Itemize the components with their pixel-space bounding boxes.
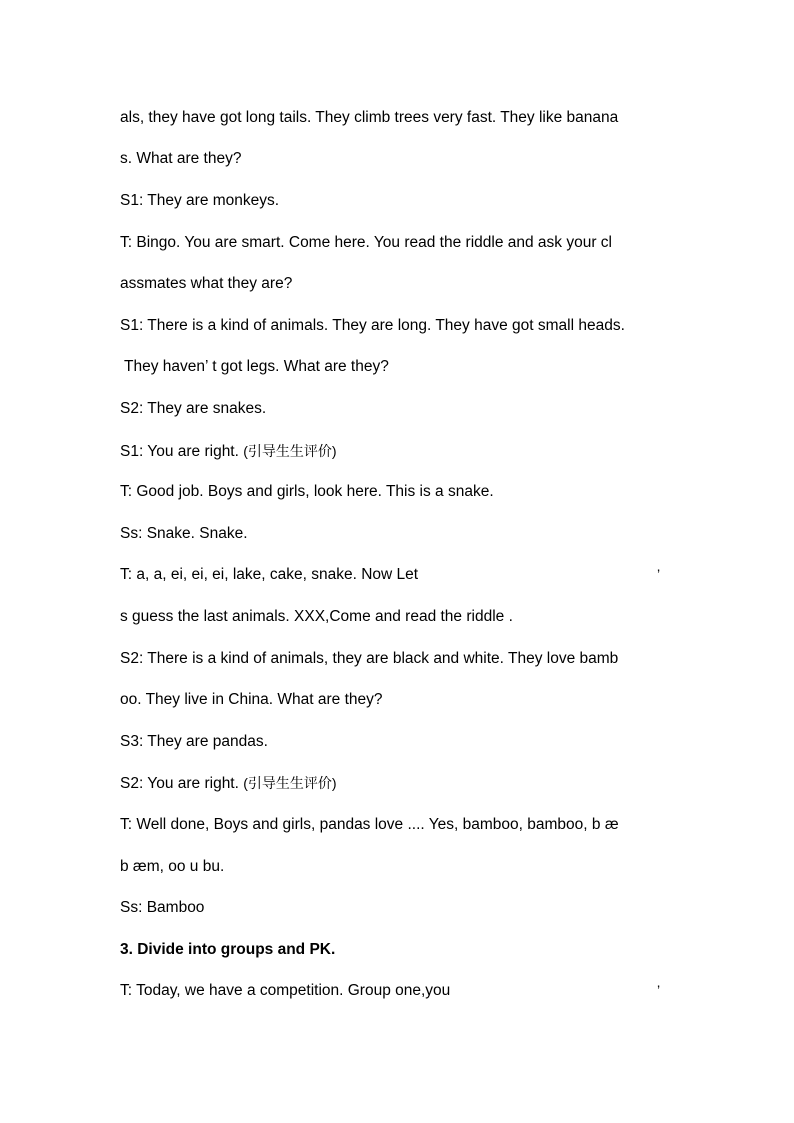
apostrophe-mark: ’	[657, 982, 661, 998]
line-text: S1: You are right.	[120, 443, 244, 460]
text-line: T: Good job. Boys and girls, look here. This is a snake.	[120, 483, 494, 500]
text-line: S2: There is a kind of animals, they are black and white. They love bamb	[120, 650, 619, 667]
text-line: T: a, a, ei, ei, ei, lake, cake, snake. Now Let	[120, 566, 419, 583]
text-line: oo. They live in China. What are they?	[120, 691, 383, 708]
text-line: S1: They are monkeys.	[120, 192, 280, 209]
text-line: b æm, oo u bu.	[120, 858, 225, 875]
text-line: T: Well done, Boys and girls, pandas love .... Yes, bamboo, bamboo, b æ	[120, 816, 619, 833]
text-line: Ss: Bamboo	[120, 899, 205, 916]
text-line: They haven’ t got legs. What are they?	[120, 358, 389, 375]
text-line: assmates what they are?	[120, 275, 293, 292]
chinese-note: (引导生生评价)	[243, 443, 337, 459]
text-line: s. What are they?	[120, 150, 242, 167]
text-line: als, they have got long tails. They climb trees very fast. They like banana	[120, 109, 619, 126]
text-line: S1: There is a kind of animals. They are long. They have got small heads.	[120, 317, 625, 334]
apostrophe-mark: ’	[657, 566, 661, 582]
section-heading: 3. Divide into groups and PK.	[120, 941, 336, 958]
text-line	[120, 771, 672, 795]
line-text: S2: You are right.	[120, 775, 244, 792]
text-line: S3: They are pandas.	[120, 733, 268, 750]
text-line	[120, 439, 672, 463]
text-line: s guess the last animals. XXX,Come and read the riddle .	[120, 608, 513, 625]
text-line: S2: They are snakes.	[120, 400, 267, 417]
text-line: T: Bingo. You are smart. Come here. You read the riddle and ask your cl	[120, 234, 612, 251]
chinese-note: (引导生生评价)	[243, 775, 337, 791]
text-line: Ss: Snake. Snake.	[120, 525, 248, 542]
text-line: T: Today, we have a competition. Group one,you	[120, 982, 451, 999]
